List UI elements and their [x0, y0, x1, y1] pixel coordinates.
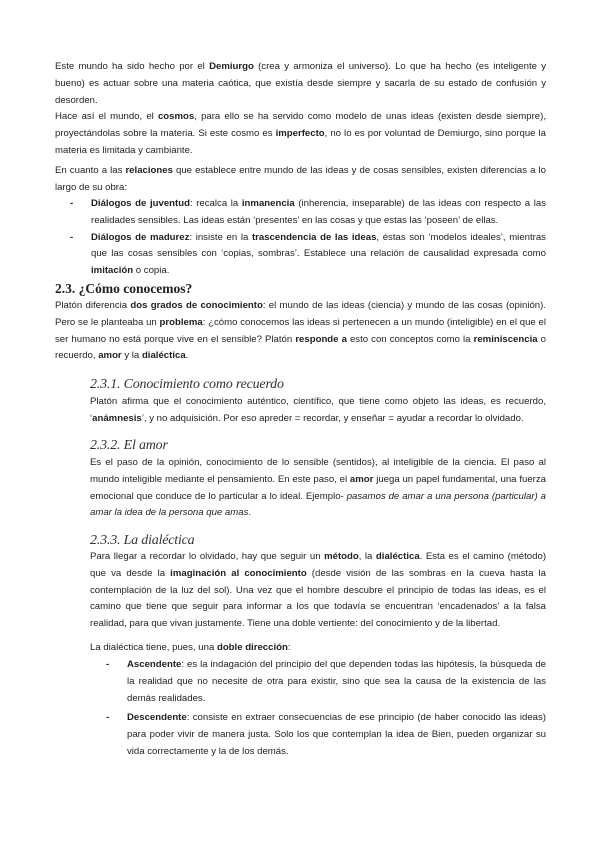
text-run: , para ello se ha servido como modelo de unas ideas (existen desde siempre), proyectándolas sobre la materia. Si este cosmo es [55, 111, 546, 139]
bold-term: imperfecto [275, 127, 325, 139]
bold-term: relaciones [125, 165, 173, 176]
subsection-heading-dialectica: 2.3.3. La dialéctica [90, 533, 195, 548]
text-run: Platón afirma que el conocimiento auténtico, científico, que tiene como objeto las ideas, es recuerdo, ‘ [90, 396, 546, 424]
text-run: En cuanto a las [55, 165, 126, 176]
bullet-list-direcciones [106, 657, 546, 761]
text-run: : insiste en la [189, 231, 252, 243]
subsection-heading-recuerdo: 2.3.1. Conocimiento como recuerdo [90, 377, 284, 392]
text-run: Es el paso de la opinión, conocimiento de lo sensible (sentidos), al inteligible de la ciencia. El paso al mundo inteligible mediante el pensamiento. En este paso, el [90, 457, 546, 485]
text-run: : [287, 642, 291, 653]
bold-term: dos grados de conocimiento [130, 300, 263, 311]
text-run: y la [121, 350, 142, 362]
bold-term: Descendente [127, 712, 187, 724]
bold-term: Diálogos de madurez [91, 231, 190, 243]
bold-term: método [324, 551, 359, 562]
paragraph-cosmos [55, 109, 546, 159]
text-run: juega un papel fundamental, una fuerza emocional que conduce de lo particular a lo ideal. Ejemplo- [90, 473, 546, 502]
bold-term: cosmos [157, 111, 195, 122]
text-run: , éstas son ‘modelos ideales’, mientras que las cosas sensibles con ‘copias, sombras’. Establece una relación de causalidad expresada como [91, 231, 546, 260]
paragraph-doble-direccion [90, 640, 546, 657]
subsection-heading-amor: 2.3.2. El amor [90, 438, 168, 453]
text-run: (inherencia, inseparable) de las ideas con respecto a las realidades sensibles. Las ideas están ‘presentes’ en las cosas y que estas las ‘poseen’ de ellas. [91, 198, 546, 226]
text-run: o copia. [133, 265, 170, 277]
bold-term: dialéctica [141, 350, 186, 362]
text-run: (crea y armoniza el universo). Lo que ha hecho (es inteligente y bueno) es actuar sobre una materia caótica, que existía desde siempre y sacarla de su estado de confusión y desorden. [55, 61, 546, 106]
bold-term: anámnesis [92, 412, 142, 424]
text-run: . [185, 350, 189, 362]
paragraph-demiurgo [55, 59, 546, 109]
text-run: (desde visión de las sombras en la cueva hasta la contemplación de la luz del sol). Una vez que el hombre descubre el principio de todas las ideas, es el camino que tiene que seguir para informar a los que todavía se encuentran ‘encadenados’ a la falsa realidad, para que vivan justamente. Tiene una doble vertiente: del conocimiento y de la libertad. [90, 567, 546, 630]
paragraph-amor [90, 455, 546, 522]
list-item-ascendente [106, 657, 546, 707]
text-run: : el mundo de las ideas (ciencia) y mundo de las cosas (opinión). Pero se le planteaba un [55, 300, 546, 328]
dash-marker: - [70, 231, 74, 243]
italic-example: pasamos de amar a una persona (particular) a amar la idea de la persona que amas [90, 490, 547, 519]
dash-marker: - [70, 198, 74, 209]
bold-term: trascendencia de las ideas [251, 231, 377, 243]
section-heading: 2.3. ¿Cómo conocemos? [55, 281, 193, 296]
text-run: que establece entre mundo de las ideas y de cosas sensibles, existen diferencias a lo largo de su obra: [55, 165, 546, 193]
text-run: , la [358, 551, 376, 562]
text-run: : consiste en extraer consecuencias de ese principio (de haber conocido las ideas) para poder vivir de manera justa. Solo los que contemplan la idea de Bien, pueden organizar su vida correctamente y la de los demás. [127, 712, 546, 757]
dash-marker: - [106, 712, 110, 724]
paragraph-dialectica [90, 549, 546, 633]
list-item-juventud [70, 196, 546, 230]
bold-term: imaginación al conocimiento [170, 567, 307, 579]
text-run: Este mundo ha sido hecho por el [55, 61, 210, 72]
text-run: esto con conceptos como la [346, 333, 474, 345]
text-run: , no lo es por voluntad de Demiurgo, sino porque la materia es limitada y cambiante. [55, 127, 547, 156]
text-run: Platón diferencia [55, 300, 131, 311]
bold-term: amor [349, 473, 374, 485]
list-item-descendente [106, 710, 546, 760]
text-run: . Esta es el camino (método) que va desde la [90, 551, 547, 579]
list-item-madurez [70, 230, 546, 280]
text-run: : ¿cómo conocemos las ideas si pertenecen a un mundo (inteligible) en el que el ser humano no está porque vive en el sensible? Platón [55, 316, 546, 345]
bold-term: reminiscencia [473, 333, 538, 345]
bold-term: amor [98, 350, 122, 362]
bold-term: doble dirección [216, 642, 288, 653]
bold-term: imitación [91, 265, 134, 277]
bold-term: problema [159, 316, 203, 328]
paragraph-relaciones [55, 163, 546, 197]
bold-term: Demiurgo [209, 61, 254, 72]
text-run: La dialéctica tiene, pues, una [90, 642, 217, 653]
bold-term: responde a [295, 333, 347, 345]
bold-term: inmanencia [241, 198, 295, 209]
text-run: : recalca la [189, 198, 242, 209]
dash-marker: - [106, 659, 110, 670]
text-run: Hace así el mundo, el [55, 111, 158, 122]
paragraph-platon [55, 298, 546, 365]
paragraph-recuerdo [90, 394, 546, 428]
bold-term: Diálogos de juventud [91, 198, 190, 209]
text-run: . [248, 507, 252, 519]
text-run: : es la indagación del principio del que dependen todas las hipótesis, la búsqueda de la realidad que no necesite de otra para existir, sino que sea la causa de la existencia de las demás realidades. [127, 659, 546, 704]
text-run: Para llegar a recordar lo olvidado, hay que seguir un [90, 551, 325, 562]
bold-term: Ascendente [127, 659, 182, 670]
text-run: ’, y no adquisición. Por eso apreder = recordar, y enseñar = ayudar a recordar lo olvidado. [141, 412, 524, 424]
text-run: o recuerdo, [55, 333, 546, 362]
bold-term: dialéctica [375, 551, 420, 562]
bullet-list-dialogos [70, 196, 546, 280]
